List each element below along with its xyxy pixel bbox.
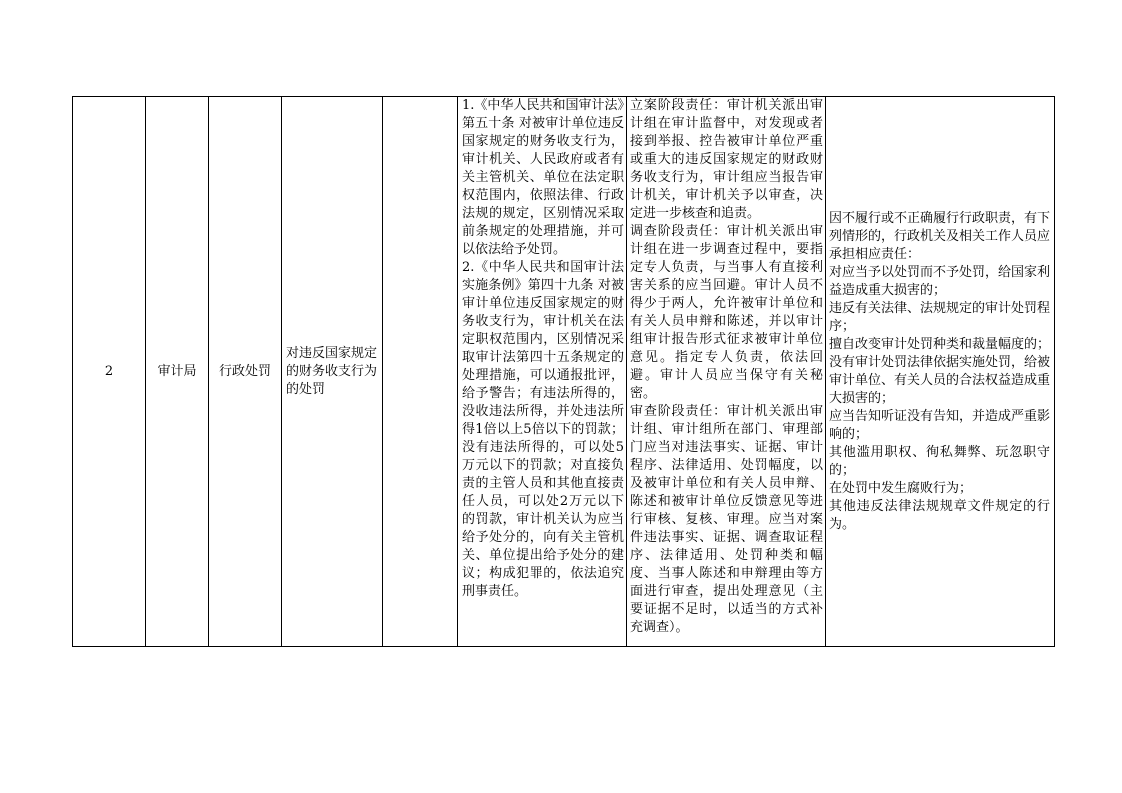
authority-table bbox=[72, 96, 1055, 647]
item-name-cell bbox=[282, 97, 383, 647]
table-row bbox=[73, 97, 1055, 647]
liability-item: 在处罚中发生腐败行为； bbox=[829, 480, 973, 496]
liability-item: 应当告知听证没有告知，并造成严重影响的； bbox=[829, 408, 1051, 442]
liability-item: 其他滥用职权、徇私舞弊、玩忽职守的； bbox=[829, 444, 1050, 478]
legal-basis-cell bbox=[458, 97, 627, 647]
department-cell: 审计局 bbox=[146, 97, 209, 647]
category-cell: 行政处罚 bbox=[209, 97, 282, 647]
liability-item: 因不履行或不正确履行行政职责，有下列情形的，行政机关及相关工作人员应承担相应责任： bbox=[829, 210, 1051, 262]
responsibility-item: 审查阶段责任：审计机关派出审计组、审计组所在部门、审理部门应当对违法事实、证据、审计程序、法律适用、处罚幅度，以及被审计单位和有关人员申辩、陈述和被审计单位反馈意见等进行审核、复核、审理。应当对案件违法事实、证据、调查取证程序、法律适用、处罚种类和幅度、当事人陈述和申辩理由等方面进行审查，提出处理意见（主要证据不足时，以适当的方式补充调查）。 bbox=[630, 404, 823, 635]
responsibility-item: 立案阶段责任：审计机关派出审计组在审计监督中，对发现或者接到举报、控告被审计单位严重或重大的违反国家规定的财政财务收支行为，审计组应当报告审计机关，审计机关予以审查，决定进一步核查和追责。 bbox=[630, 98, 823, 221]
responsibilities-cell bbox=[627, 97, 826, 647]
liability-item: 擅自改变审计处罚种类和裁量幅度的； bbox=[829, 336, 1051, 352]
liability-item: 没有审计处罚法律依据实施处罚，给被审计单位、有关人员的合法权益造成重大损害的； bbox=[829, 354, 1051, 406]
legal-basis-item: 2.《中华人民共和国审计法实施条例》第四十九条 对被审计单位违反国家规定的财务收支行为，审计机关在法定职权范围内，区别情况采取审计法第四十五条规定的处理措施，可以通报批评，给予警告；有违法所得的，没收违法所得，并处违法所得1倍以上5倍以下的罚款；没有违法所得的，可以处5万元以下的罚款；对直接负责的主管人员和其他直接责任人员，可以处2万元以下的罚款，审计机关认为应当给予处分的，向有关主管机关、单位提出给予处分的建议；构成犯罪的，依法追究刑事责任。 bbox=[462, 260, 624, 599]
liability-item: 违反有关法律、法规规定的审计处罚程序； bbox=[829, 300, 1051, 334]
legal-basis-item: 1.《中华人民共和国审计法》第五十条 对被审计单位违反国家规定的财务收支行为，审计机关、人民政府或者有关主管机关、单位在法定职权范围内，依照法律、行政法规的规定，区别情况采取前条规定的处理措施，并可以依法给予处罚。 bbox=[462, 98, 624, 257]
row-number: 2 bbox=[73, 97, 146, 647]
sub-item-cell bbox=[383, 97, 458, 647]
item-name-text: 对违反国家规定的财务收支行为的处罚 bbox=[286, 345, 378, 397]
liability-cell bbox=[826, 97, 1055, 647]
responsibility-item: 调查阶段责任：审计机关派出审计组在进一步调查过程中，要指定专人负责，与当事人有直接利害关系的应当回避。审计人员不得少于两人，允许被审计单位和有关人员申辩和陈述，并以审计组审计报告形式征求被审计单位意见。指定专人负责，依法回避。审计人员应当保守有关秘密。 bbox=[630, 224, 823, 401]
liability-item: 其他违反法律法规规章文件规定的行为。 bbox=[829, 498, 1050, 532]
liability-item: 对应当予以处罚而不予处罚，给国家利益造成重大损害的； bbox=[829, 264, 1051, 298]
